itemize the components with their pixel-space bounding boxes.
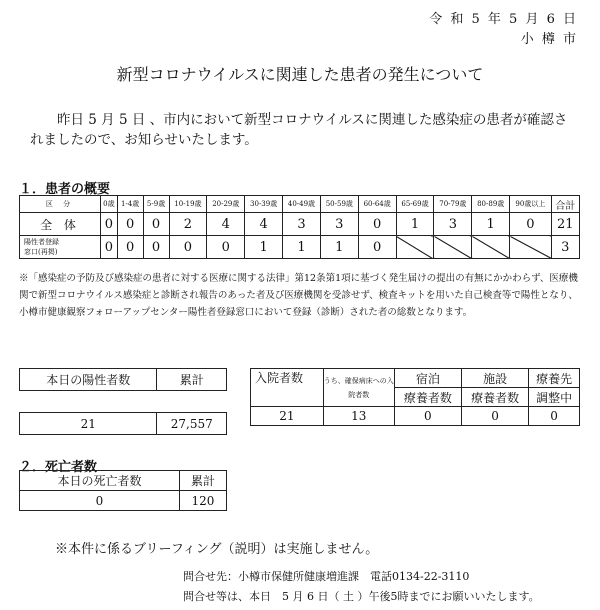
table-cell: 0 — [143, 213, 169, 236]
age-header: 70-79歳 — [434, 196, 472, 213]
table-cell: 0 — [207, 236, 245, 259]
table-cell: 4 — [207, 213, 245, 236]
table-cell: 0 — [101, 236, 118, 259]
diagonal-cell — [434, 236, 472, 259]
contact-block — [183, 567, 540, 607]
diagonal-cell — [472, 236, 510, 259]
table-header: 療養者数 — [461, 388, 528, 407]
table-cell: 0 — [394, 407, 461, 426]
table-cell: 0 — [117, 236, 143, 259]
intro-paragraph: 昨日 5 月 5 日 、市内において新型コロナウイルスに関連した感染症の患者が確認されましたので、お知らせいたします。 — [30, 112, 568, 148]
briefing-notice: ※本件に係るブリーフィング（説明）は実施しません。 — [55, 542, 379, 557]
table-cell: 0 — [358, 236, 396, 259]
registration-window-row — [20, 236, 580, 259]
table-header: 療養者数 — [394, 388, 461, 407]
table-cell: 3 — [551, 236, 579, 259]
table-cell: 0 — [169, 236, 207, 259]
table-cell: 1 — [396, 213, 434, 236]
age-header: 10-19歳 — [169, 196, 207, 213]
section2-heading: ２．死亡者数 — [19, 460, 98, 475]
section1-heading: １．患者の概要 — [19, 182, 111, 197]
table-header: 累計 — [157, 369, 227, 391]
spacer-cell — [20, 391, 157, 413]
age-header: 20-29歳 — [207, 196, 245, 213]
contact-line: 問合せ先：小樽市保健所健康増進課 電話0134-22-3110 — [183, 570, 470, 583]
table-header: うち、確保病床への入院者数 — [323, 369, 394, 407]
table-cell: 4 — [245, 213, 283, 236]
table-header: 調整中 — [529, 388, 580, 407]
table-header: 入院者数 — [251, 369, 324, 407]
table-cell: 0 — [358, 213, 396, 236]
age-header: 30-39歳 — [245, 196, 283, 213]
table-cell: 2 — [169, 213, 207, 236]
table-cell: 120 — [179, 491, 226, 511]
table-cell: 3 — [283, 213, 321, 236]
diagonal-cell — [510, 236, 552, 259]
table-cell: 3 — [434, 213, 472, 236]
table-cell: 0 — [529, 407, 580, 426]
age-header: 80-89歳 — [472, 196, 510, 213]
contact-line: 問合せ等は、本日 5 月 6 日（ 土 ）午後5時までにお願いいたします。 — [183, 590, 540, 603]
date-block — [429, 10, 578, 50]
row-label: 全 体 — [20, 213, 101, 236]
patient-summary-table — [19, 195, 580, 259]
age-header: 90歳以上 — [510, 196, 552, 213]
table-header: 療養先 — [529, 369, 580, 388]
age-header: 40-49歳 — [283, 196, 321, 213]
table-header: 本日の陽性者数 — [20, 369, 157, 391]
footnote: ※「感染症の予防及び感染症の患者に対する医療に関する法律」第12条第1項に基づく発生届けの提出の有無にかかわらず、医療機関で新型コロナウイルス感染症と診断され報告のあった者及び医療機関を受診せず、検査キットを用いた自己検査等で陽性となり、小樽市健康観察フォローアップセンター陽性者登録窓口において登録（診断）された者の総数となります。 — [19, 273, 578, 318]
issue-date: 令 和 5 年 5 月 6 日 — [429, 12, 578, 27]
table-cell: 0 — [143, 236, 169, 259]
table-cell: 0 — [461, 407, 528, 426]
page-title: 新型コロナウイルスに関連した患者の発生について — [116, 65, 484, 84]
table-cell: 21 — [20, 413, 157, 435]
hospital-status-table — [250, 368, 580, 426]
table-cell: 0 — [510, 213, 552, 236]
table-cell: 0 — [117, 213, 143, 236]
total-header: 合計 — [551, 196, 579, 213]
table-cell: 0 — [101, 213, 118, 236]
table-cell: 1 — [283, 236, 321, 259]
diagonal-cell — [396, 236, 434, 259]
age-header: 5-9歳 — [143, 196, 169, 213]
table-cell: 21 — [251, 407, 324, 426]
table-cell: 3 — [320, 213, 358, 236]
age-header: 60-64歳 — [358, 196, 396, 213]
table-cell: 1 — [472, 213, 510, 236]
label-header: 区 分 — [20, 196, 101, 213]
age-header: 50-59歳 — [320, 196, 358, 213]
table-cell: 1 — [245, 236, 283, 259]
age-header: 1-4歳 — [117, 196, 143, 213]
age-header-row — [20, 196, 580, 213]
row-label-line: 陽性者登録 — [24, 238, 59, 246]
age-header: 65-69歳 — [396, 196, 434, 213]
table-header: 施設 — [461, 369, 528, 388]
row-label — [20, 236, 101, 259]
table-cell: 1 — [320, 236, 358, 259]
table-header: 累計 — [179, 471, 226, 491]
table-header: 本日の死亡者数 — [20, 471, 180, 491]
row-label-line: 窓口(再掲) — [24, 248, 58, 256]
death-count-table — [19, 470, 227, 511]
table-cell: 21 — [551, 213, 579, 236]
table-header: 宿泊 — [394, 369, 461, 388]
spacer-cell — [157, 391, 227, 413]
table-cell: 27,557 — [157, 413, 227, 435]
table-cell: 0 — [20, 491, 180, 511]
table-cell: 13 — [323, 407, 394, 426]
issuer: 小 樽 市 — [520, 32, 578, 47]
age-header: 0歳 — [101, 196, 118, 213]
all-patients-row — [20, 213, 580, 236]
positive-count-table — [19, 368, 227, 435]
